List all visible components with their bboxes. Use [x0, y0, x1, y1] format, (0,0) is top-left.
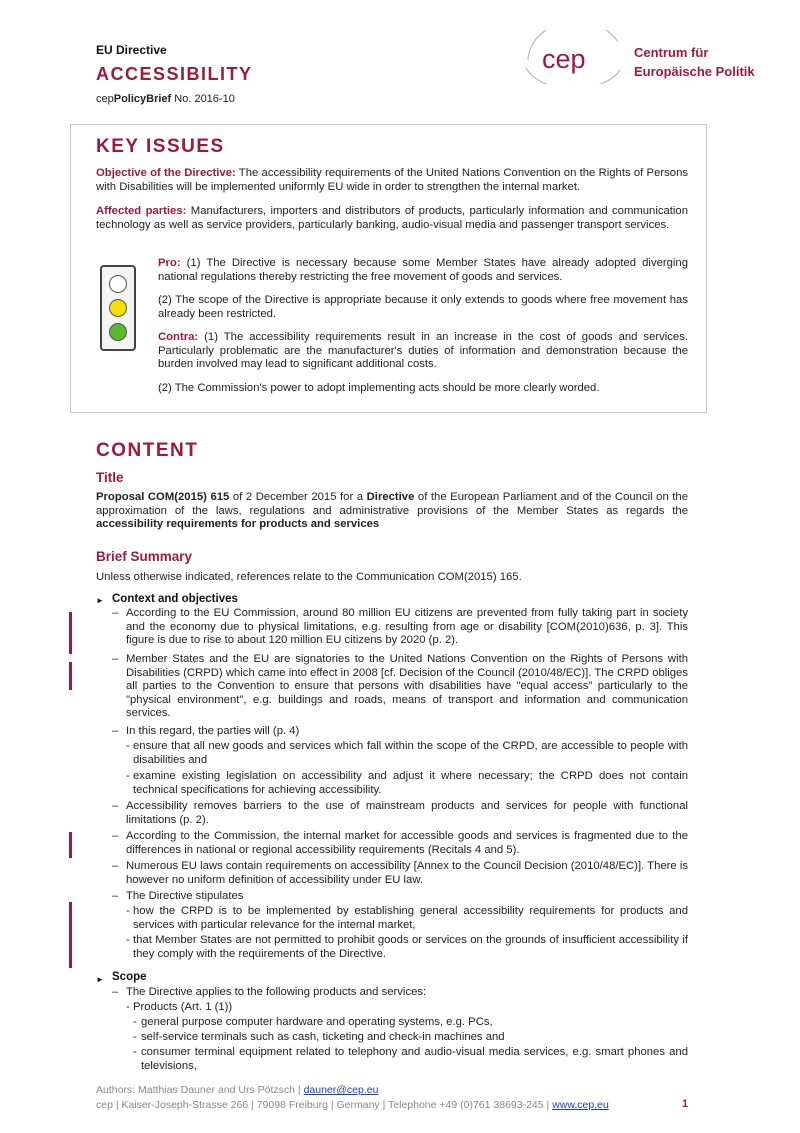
section-arrow-icon: ► [96, 975, 104, 984]
list-item: self-service terminals such as cash, ticketing and check-in machines and [141, 1031, 505, 1043]
list-item: examine existing legislation on accessibility and adjust it where necessary; the CRPD does not contain technical specifications for achieving accessibility. [133, 770, 688, 796]
objective-paragraph: Objective of the Directive: The accessibility requirements of the United Nations Convention on the Rights of Persons with Disabilities will be implemented uniformly EU wide in order to strengthen the internal market. [96, 167, 689, 193]
section-arrow-icon: ► [96, 596, 104, 605]
list-item: Numerous EU laws contain requirements on accessibility [Annex to the Council Decision (2010/48/EC)]. There is however no uniform definition of accessibility under EU law. [126, 860, 688, 886]
list-item: ensure that all new goods and services which fall within the scope of the CRPD, are accessible to people with disabilities and [133, 740, 688, 766]
pro-paragraph-1: Pro: (1) The Directive is necessary because some Member States have already adopted diverging national regulations thereby restricting the free movement of goods and services. [158, 257, 688, 283]
list-item: According to the EU Commission, around 80 million EU citizens are prevented from fully taking part in society and the economy due to physical limitations, e.g. resulting from age or disability [COM(2010)636, p. 3]. This figure is due to rise to about 120 million EU citizens by 2020 (p. 2). [126, 607, 688, 647]
list-item: Member States and the EU are signatories to the United Nations Convention on the Rights of Persons with Disabilities (CRPD) which came into effect in 2008 [cf. Decision of the Council (2010/48/EC)]. The CRPD obliges all parties to the Convention to ensure that persons with disabilities have "equal access" particularly to the "physical environment", e.g. buildings and roads, means of transport and information and communication services. [126, 653, 688, 720]
proposal-paragraph: Proposal COM(2015) 615 of 2 December 2015 for a Directive of the European Parliament and of the Council on the approximation of the laws, regulations and administrative provisions of the Member States as regards the accessibility requirements for products and services [96, 491, 688, 531]
white-lamp-icon [109, 275, 127, 293]
page-number: 1 [682, 1098, 689, 1110]
logo-wordmark: cep [542, 44, 586, 74]
footer-authors: Authors: Matthias Dauner and Urs Pötzsch | dauner@cep.eu [96, 1084, 379, 1096]
list-item: The Directive applies to the following products and services: [126, 986, 427, 998]
summary-note: Unless otherwise indicated, references relate to the Communication COM(2015) 165. [96, 571, 522, 583]
cep-logo-icon [520, 30, 630, 84]
website-link[interactable]: www.cep.eu [552, 1099, 609, 1111]
author-email-link[interactable]: dauner@cep.eu [303, 1084, 379, 1096]
content-title: CONTENT [96, 440, 199, 461]
yellow-lamp-icon [109, 299, 127, 317]
list-item: The Directive stipulates [126, 890, 244, 902]
organisation-name: Centrum für Europäische Politik [634, 45, 755, 79]
list-item: general purpose computer hardware and operating systems, e.g. PCs, [141, 1016, 493, 1028]
change-bar [69, 662, 72, 690]
change-bar [69, 832, 72, 858]
context-objectives-heading: Context and objectives [112, 593, 238, 605]
list-item: that Member States are not permitted to prohibit goods or services on the grounds of insufficient accessibility if they comply with the requirements of the Directive. [133, 934, 688, 960]
change-bar [69, 612, 72, 654]
list-item: how the CRPD is to be implemented by establishing general accessibility requirements for products and services with particular relevance for the internal market, [133, 905, 688, 931]
contra-paragraph-2: (2) The Commission's power to adopt implementing acts should be more clearly worded. [158, 382, 600, 394]
list-item: In this regard, the parties will (p. 4) [126, 725, 300, 737]
key-issues-title: KEY ISSUES [96, 136, 225, 157]
pro-paragraph-2: (2) The scope of the Directive is appropriate because it only extends to goods where free movement has already been restricted. [158, 294, 688, 320]
list-item: According to the Commission, the internal market for accessible goods and services is fragmented due to the differences in national or regional accessibility requirements (Recitals 4 and 5). [126, 830, 688, 856]
document-title: ACCESSIBILITY [96, 64, 253, 84]
change-bar [69, 902, 72, 968]
affected-parties-paragraph: Affected parties: Manufacturers, importers and distributors of products, particularly information and communication technology as well as service providers, particularly banking, audio-visual media and passenger transport services. [96, 205, 688, 231]
policy-brief-number: cepPolicyBrief No. 2016-10 [96, 93, 235, 105]
list-item: Products (Art. 1 (1)) [133, 1001, 233, 1013]
list-item: Accessibility removes barriers to the use of mainstream products and services for people with functional limitations (p. 2). [126, 800, 688, 826]
traffic-light-icon [100, 265, 136, 351]
contra-paragraph-1: Contra: (1) The accessibility requirements result in an increase in the cost of goods and services. Particularly problematic are the manufacturer's duties of information and demonstration because the burden involved may lead to significant additional costs. [158, 331, 688, 371]
footer-address: cep | Kaiser-Joseph-Strasse 266 | 79098 Freiburg | Germany | Telephone +49 (0)761 38693-245 | www.cep.eu [96, 1099, 609, 1111]
green-lamp-icon [109, 323, 127, 341]
scope-heading: Scope [112, 971, 147, 983]
brief-summary-heading: Brief Summary [96, 549, 193, 564]
title-heading: Title [96, 470, 124, 485]
list-item: consumer terminal equipment related to telephony and audio-visual media services, e.g. smart phones and televisions, [141, 1046, 688, 1072]
document-type: EU Directive [96, 43, 167, 57]
